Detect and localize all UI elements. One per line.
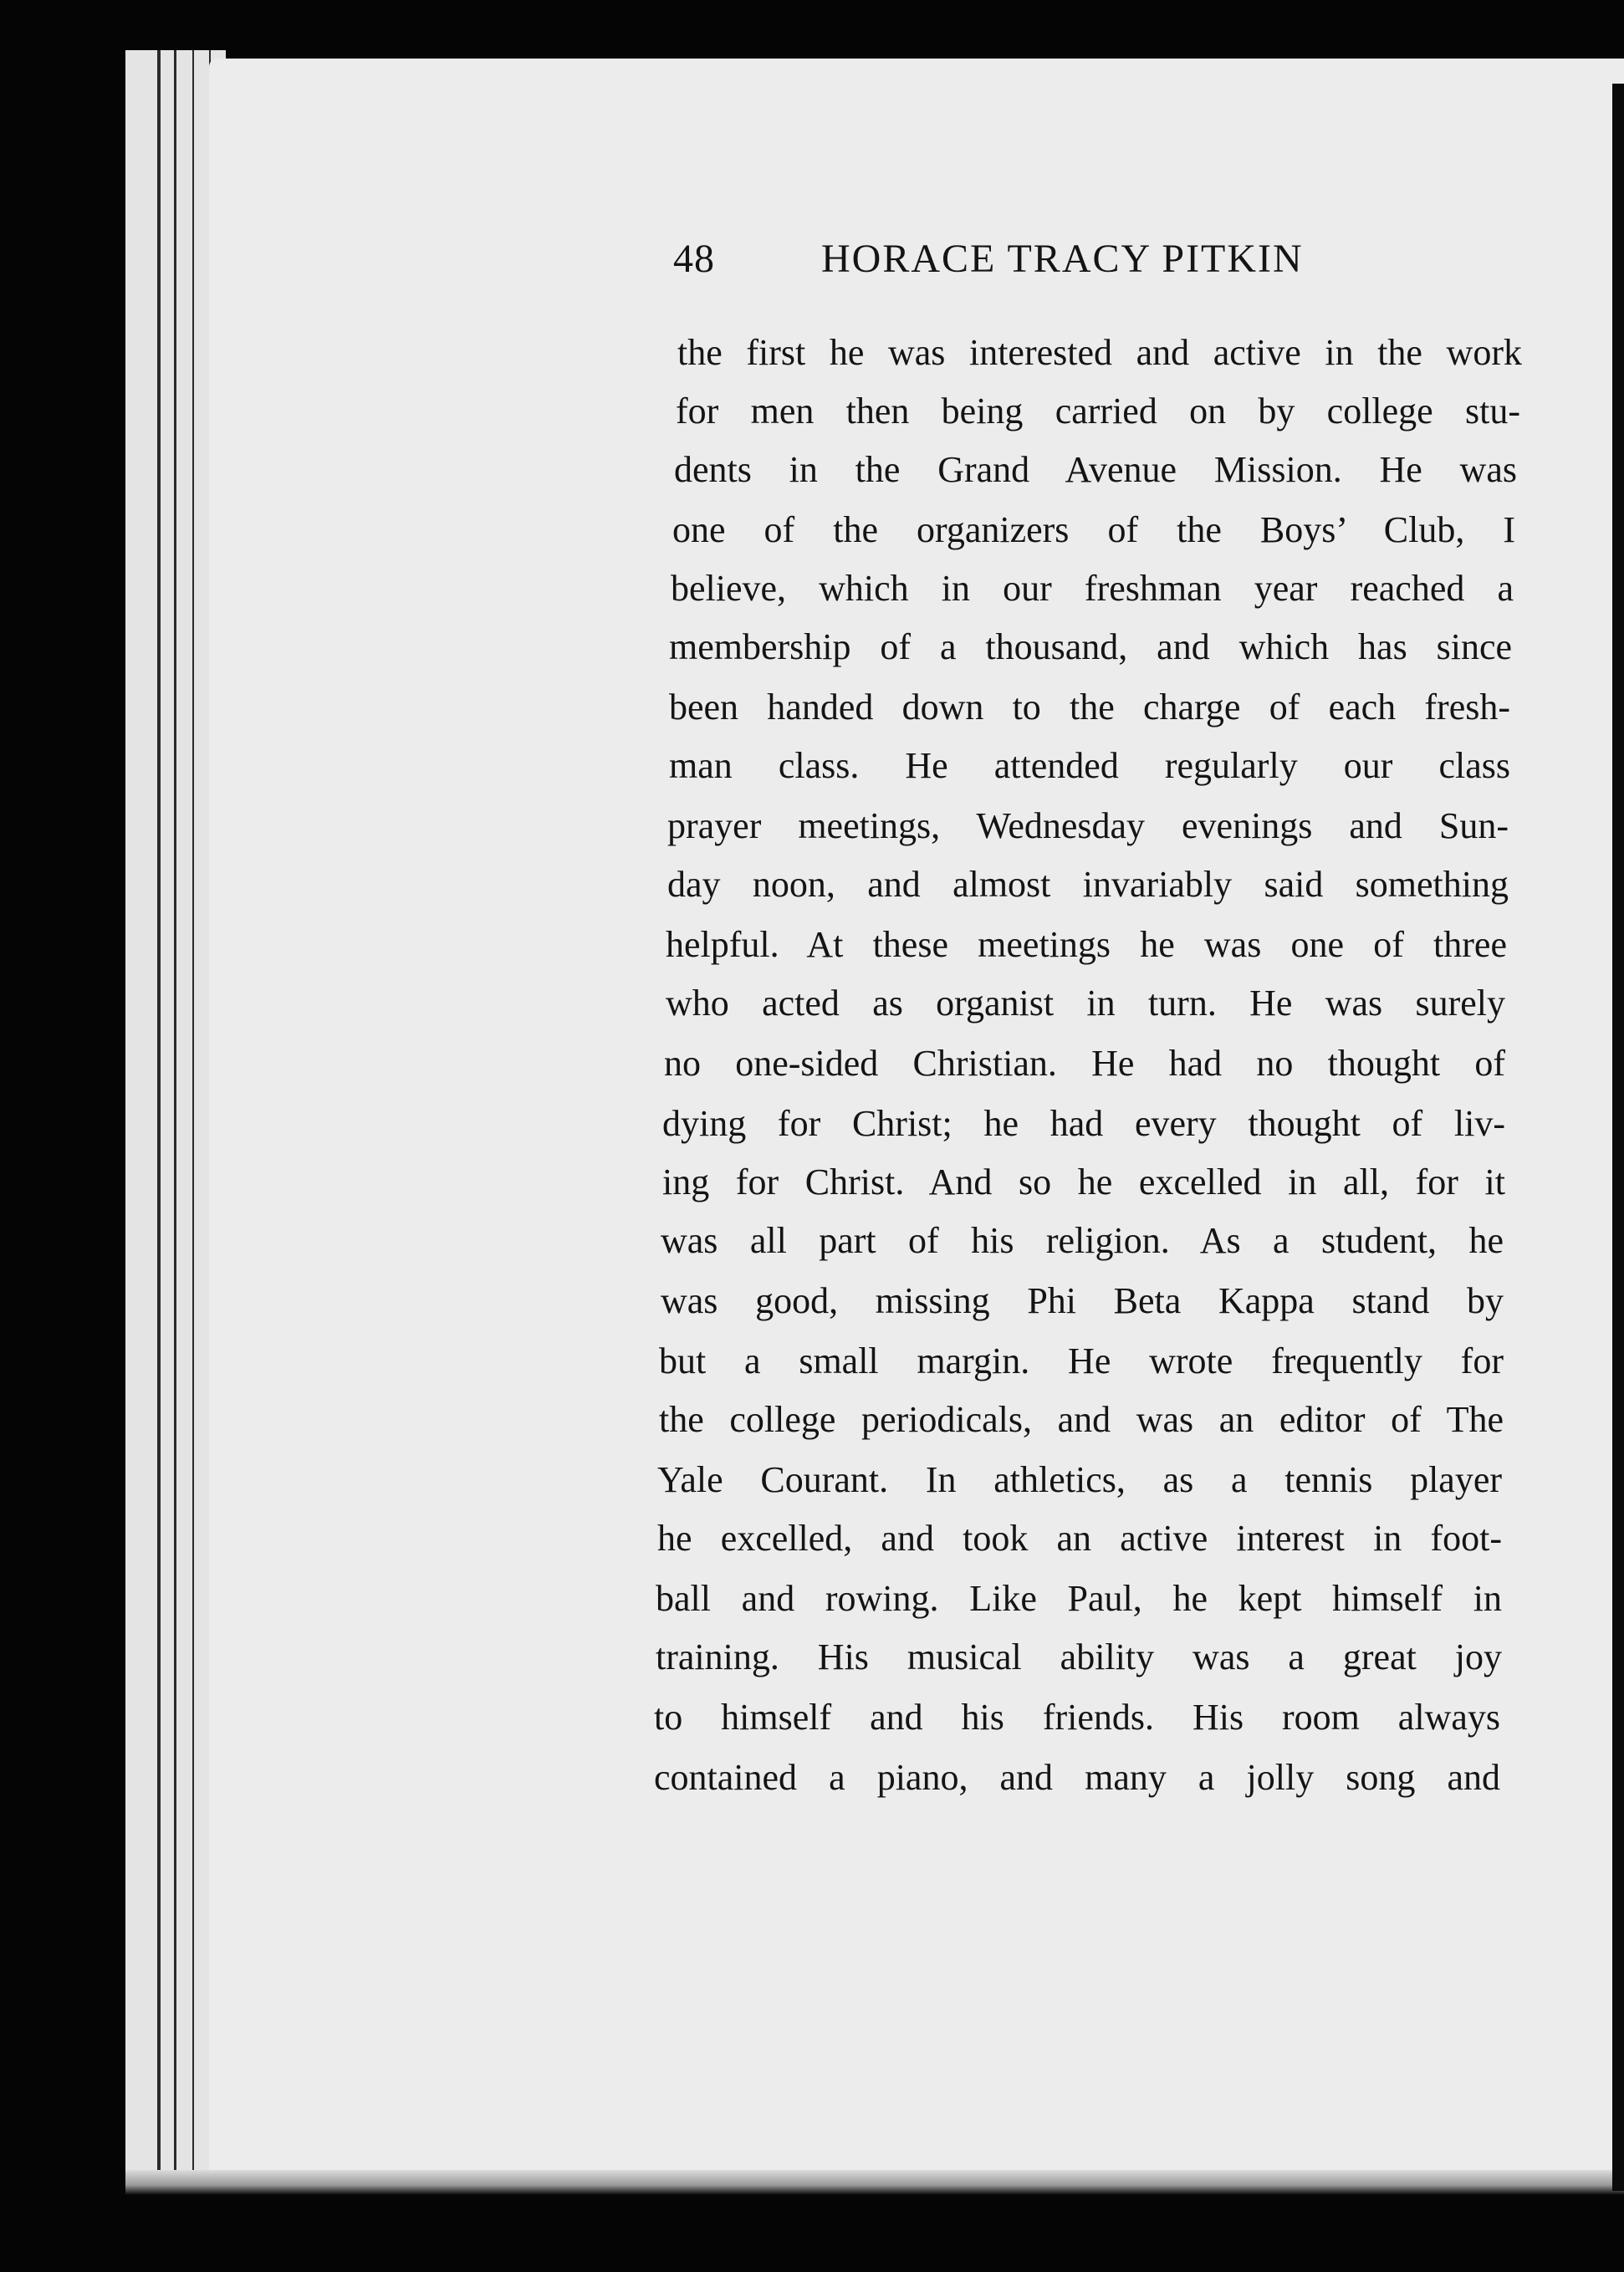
text-line: believe, which in our freshman year reached a [671, 568, 1514, 609]
text-line: membership of a thousand, and which has since [669, 626, 1512, 667]
text-line: day noon, and almost invariably said something [667, 864, 1509, 905]
page-number: 48 [673, 237, 715, 281]
text-line: he excelled, and took an active interest in foot- [657, 1518, 1502, 1559]
text-line: dying for Christ; he had every thought of liv- [662, 1103, 1505, 1144]
text-line: ball and rowing. Like Paul, he kept himself in [656, 1578, 1502, 1619]
text-line: dents in the Grand Avenue Mission. He was [674, 449, 1517, 490]
text-line: no one-sided Christian. He had no thought of [664, 1043, 1505, 1084]
text-line: helpful. At these meetings he was one of three [666, 924, 1507, 965]
text-line: who acted as organist in turn. He was surely [666, 983, 1505, 1024]
text-line: the college periodicals, and was an editor of The [659, 1399, 1504, 1440]
running-title: HORACE TRACY PITKIN [821, 237, 1304, 281]
text-line: ing for Christ. And so he excelled in all, for it [662, 1162, 1505, 1202]
text-line: been handed down to the charge of each fresh- [669, 687, 1510, 728]
text-line: one of the organizers of the Boys’ Club, I [672, 509, 1515, 550]
text-line: training. His musical ability was a great joy [656, 1636, 1502, 1677]
text-line: to himself and his friends. His room always [654, 1697, 1500, 1738]
text-line: the first he was interested and active in the work [677, 332, 1522, 373]
text-line: for men then being carried on by college stu- [676, 391, 1520, 431]
text-line: was all part of his religion. As a student, he [661, 1220, 1504, 1261]
text-line: but a small margin. He wrote frequently for [659, 1340, 1504, 1381]
text-line: Yale Courant. In athletics, as a tennis player [657, 1459, 1502, 1500]
text-line: contained a piano, and many a jolly song and [654, 1757, 1500, 1798]
text-line: man class. He attended regularly our class [669, 745, 1510, 786]
text-line: was good, missing Phi Beta Kappa stand by [661, 1280, 1504, 1321]
text-line: prayer meetings, Wednesday evenings and Sun- [667, 805, 1509, 846]
